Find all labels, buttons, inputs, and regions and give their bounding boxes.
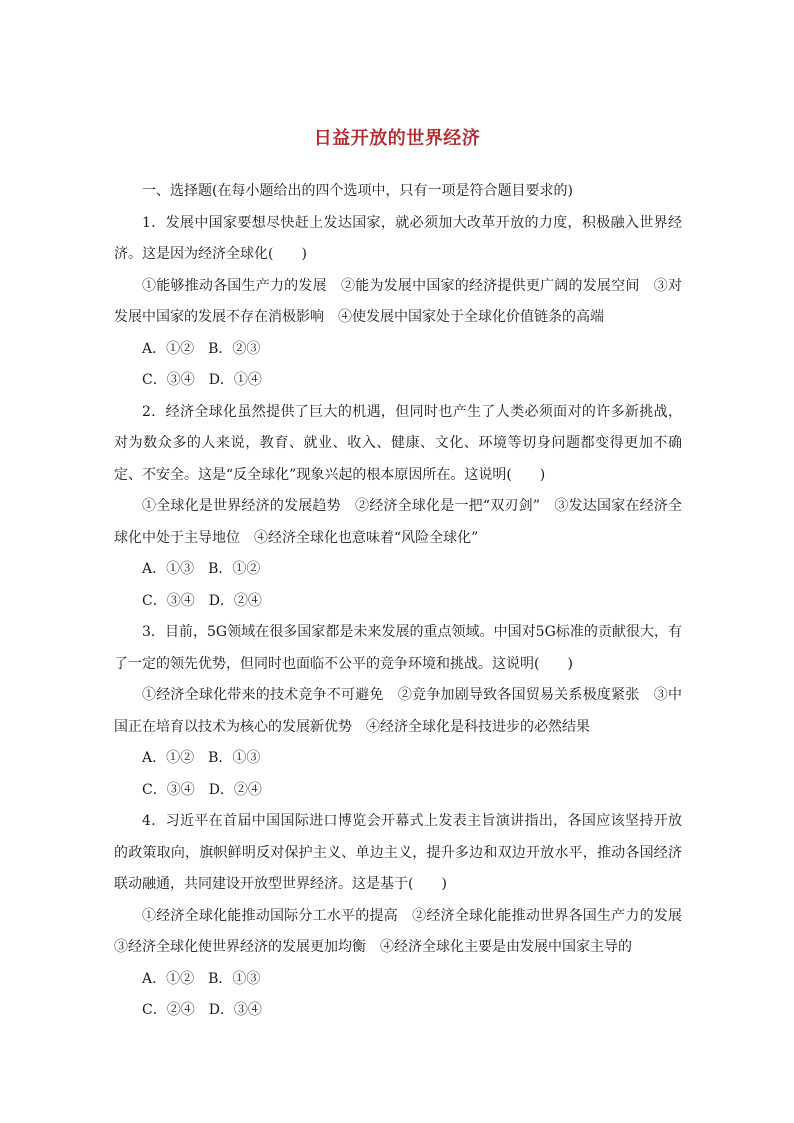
question-stem: 1．发展中国家要想尽快赶上发达国家，就必须加大改革开放的力度，积极融入世界经济。这是因为经济全球化( ) bbox=[114, 214, 682, 262]
page-title: 日益开放的世界经济 bbox=[313, 128, 481, 149]
question-1 bbox=[114, 208, 682, 397]
answer-choices-cd: C．③④ D．①④ bbox=[142, 372, 262, 388]
answer-choices-cd: C．②④ D．③④ bbox=[142, 1002, 262, 1018]
answer-choices-cd: C．③④ D．②④ bbox=[142, 781, 262, 798]
answer-choices-ab: A．①③ B．①② bbox=[142, 561, 261, 577]
section-heading: 一、选择题(在每小题给出的四个选项中，只有一项是符合题目要求的) bbox=[142, 183, 573, 199]
question-options: ①经济全球化带来的技术竞争不可避免 ②竞争加剧导致各国贸易关系极度紧张 ③中国正在培育以技术为核心的发展新优势 ④经济全球化是科技进步的必然结果 bbox=[114, 687, 682, 735]
question-4 bbox=[114, 806, 682, 1027]
question-stem: 4．习近平在首届中国国际进口博览会开幕式上发表主旨演讲指出，各国应该坚持开放的政策取向，旗帜鲜明反对保护主义、单边主义，提升多边和双边开放水平，推动各国经济联动融通，共同建设开放型世界经济。这是基于( ) bbox=[114, 813, 682, 892]
question-list bbox=[114, 176, 682, 1027]
answer-choices-ab: A．①② B．①③ bbox=[142, 750, 261, 766]
question-3 bbox=[114, 617, 682, 806]
question-options: ①经济全球化能推动国际分工水平的提高 ②经济全球化能推动世界各国生产力的发展③经济全球化使世界经济的发展更加均衡 ④经济全球化主要是由发展中国家主导的 bbox=[114, 907, 682, 955]
answer-choices-ab: A．①② B．②③ bbox=[142, 340, 261, 357]
answer-choices-cd: C．③④ D．②④ bbox=[142, 592, 262, 609]
question-stem: 3．目前，5G领域在很多国家都是未来发展的重点领域。中国对5G标准的贡献很大，有了一定的领先优势，但同时也面临不公平的竞争环境和挑战。这说明( ) bbox=[114, 624, 682, 672]
question-2 bbox=[114, 397, 682, 618]
question-options: ①能够推动各国生产力的发展 ②能为发展中国家的经济提供更广阔的发展空间 ③对发展中国家的发展不存在消极影响 ④使发展中国家处于全球化价值链条的高端 bbox=[114, 277, 682, 325]
question-options: ①全球化是世界经济的发展趋势 ②经济全球化是一把“双刃剑” ③发达国家在经济全球化中处于主导地位 ④经济全球化也意味着“风险全球化” bbox=[114, 498, 682, 546]
answer-choices-ab: A．①② B．①③ bbox=[142, 970, 261, 987]
question-stem: 2．经济全球化虽然提供了巨大的机遇，但同时也产生了人类必须面对的许多新挑战，对为数众多的人来说，教育、就业、收入、健康、文化、环境等切身问题都变得更加不确定、不安全。这是“反全球化”现象兴起的根本原因所在。这说明( ) bbox=[114, 403, 682, 483]
